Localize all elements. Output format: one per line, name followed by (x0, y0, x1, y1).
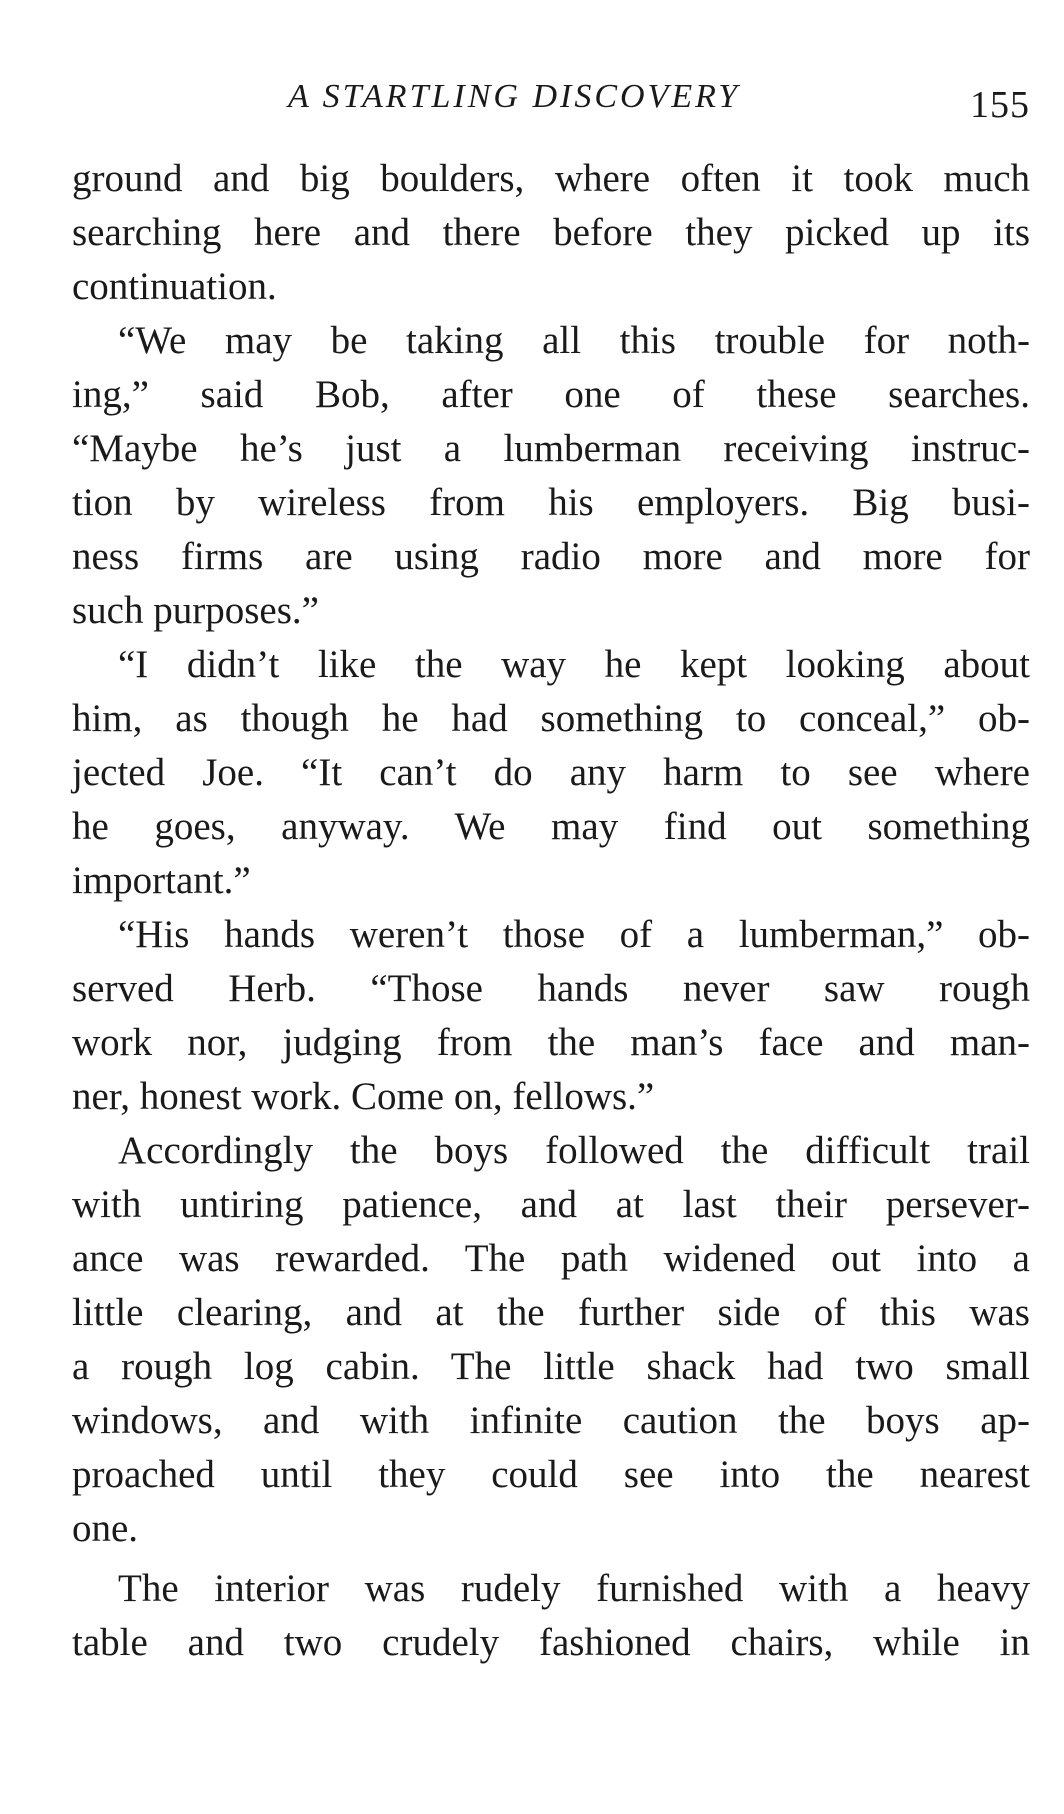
running-title: A STARTLING DISCOVERY (288, 78, 741, 115)
text-line: “We may be taking all this trouble for noth- (118, 319, 1030, 362)
paragraph (72, 314, 1030, 638)
text-line: such purposes.” (72, 589, 319, 632)
text-line: him, as though he had something to conceal,” ob- (72, 697, 1030, 740)
paragraph (72, 638, 1030, 908)
text-line: ing,” said Bob, after one of these searches. (72, 373, 1030, 416)
text-line: The interior was rudely furnished with a heavy (118, 1567, 1030, 1610)
text-line: “I didn’t like the way he kept looking about (118, 643, 1030, 686)
text-line: a rough log cabin. The little shack had two small (72, 1345, 1030, 1388)
text-line: continuation. (72, 265, 277, 308)
text-line: ness firms are using radio more and more for (72, 535, 1030, 578)
page-number: 155 (970, 84, 1030, 126)
text-line: important.” (72, 859, 251, 902)
text-line: little clearing, and at the further side of this was (72, 1291, 1030, 1334)
text-line: table and two crudely fashioned chairs, while in (72, 1621, 1030, 1664)
text-line: “His hands weren’t those of a lumberman,” ob- (118, 913, 1030, 956)
text-line: ground and big boulders, where often it took much (72, 157, 1030, 200)
text-line: searching here and there before they picked up its (72, 211, 1030, 254)
text-line: he goes, anyway. We may find out something (72, 805, 1030, 848)
text-line: with untiring patience, and at last their persever- (72, 1183, 1030, 1226)
paragraph (72, 1562, 1030, 1670)
text-line: served Herb. “Those hands never saw rough (72, 967, 1030, 1010)
text-line: one. (72, 1507, 139, 1550)
text-line: Accordingly the boys followed the difficult trail (118, 1129, 1030, 1172)
text-line: tion by wireless from his employers. Big busi- (72, 481, 1030, 524)
text-line: “Maybe he’s just a lumberman receiving instruc- (72, 427, 1030, 470)
text-line: ance was rewarded. The path widened out into a (72, 1237, 1030, 1280)
text-line: jected Joe. “It can’t do any harm to see where (72, 751, 1030, 794)
text-line: proached until they could see into the nearest (72, 1453, 1030, 1496)
paragraph (72, 1124, 1030, 1556)
running-header (72, 72, 1030, 126)
body-text (72, 152, 1030, 1670)
text-line: ner, honest work. Come on, fellows.” (72, 1075, 655, 1118)
text-line: work nor, judging from the man’s face and man- (72, 1021, 1030, 1064)
text-line: windows, and with infinite caution the boys ap- (72, 1399, 1030, 1442)
paragraph (72, 908, 1030, 1124)
paragraph (72, 152, 1030, 314)
